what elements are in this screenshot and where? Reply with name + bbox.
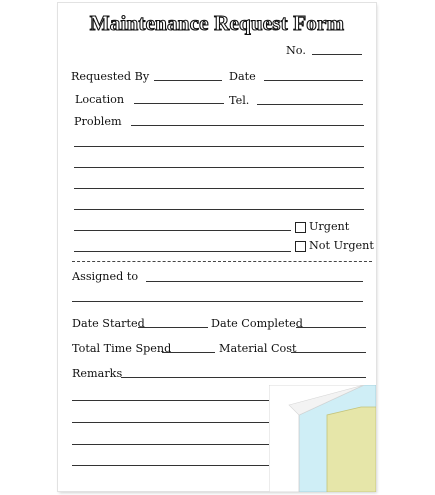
- form-title: Maintenance Request Form: [89, 11, 345, 35]
- material-cost-field[interactable]: [291, 352, 366, 353]
- urgent-checkbox[interactable]: [295, 222, 306, 233]
- not-urgent-checkbox[interactable]: [295, 241, 306, 252]
- problem-field-line-2[interactable]: [74, 146, 364, 147]
- assigned-to-field-line-2[interactable]: [72, 301, 363, 302]
- problem-field-line-7[interactable]: [74, 251, 291, 252]
- no-label: No.: [286, 44, 306, 57]
- requested-by-label: Requested By: [71, 70, 150, 83]
- location-field[interactable]: [134, 103, 224, 104]
- problem-field-line-4[interactable]: [74, 188, 364, 189]
- date-started-field[interactable]: [138, 327, 208, 328]
- section-divider: [72, 261, 372, 262]
- date-completed-label: Date Completed: [211, 317, 303, 330]
- problem-field-line-6[interactable]: [74, 230, 291, 231]
- assigned-to-field-line-1[interactable]: [146, 281, 363, 282]
- tel-label: Tel.: [229, 94, 250, 107]
- remarks-label: Remarks: [72, 367, 123, 380]
- yellow-copy-page: [327, 407, 376, 492]
- date-label: Date: [229, 70, 256, 83]
- date-field[interactable]: [264, 80, 363, 81]
- total-time-field[interactable]: [162, 352, 215, 353]
- remarks-field-line-1[interactable]: [121, 377, 366, 378]
- no-field[interactable]: [312, 54, 362, 55]
- requested-by-field[interactable]: [154, 80, 222, 81]
- problem-field-line-3[interactable]: [74, 167, 364, 168]
- urgent-label: Urgent: [309, 220, 350, 233]
- date-started-label: Date Started: [72, 317, 145, 330]
- material-cost-label: Material Cost: [219, 342, 297, 355]
- date-completed-field[interactable]: [296, 327, 366, 328]
- carbonless-copy-corner: [269, 385, 376, 492]
- problem-field-line-5[interactable]: [74, 209, 364, 210]
- tel-field[interactable]: [257, 104, 363, 105]
- assigned-to-label: Assigned to: [72, 270, 139, 283]
- not-urgent-label: Not Urgent: [309, 239, 374, 252]
- location-label: Location: [75, 93, 125, 106]
- problem-field-line-1[interactable]: [131, 125, 364, 126]
- total-time-label: Total Time Spend: [72, 342, 172, 355]
- problem-label: Problem: [74, 115, 122, 128]
